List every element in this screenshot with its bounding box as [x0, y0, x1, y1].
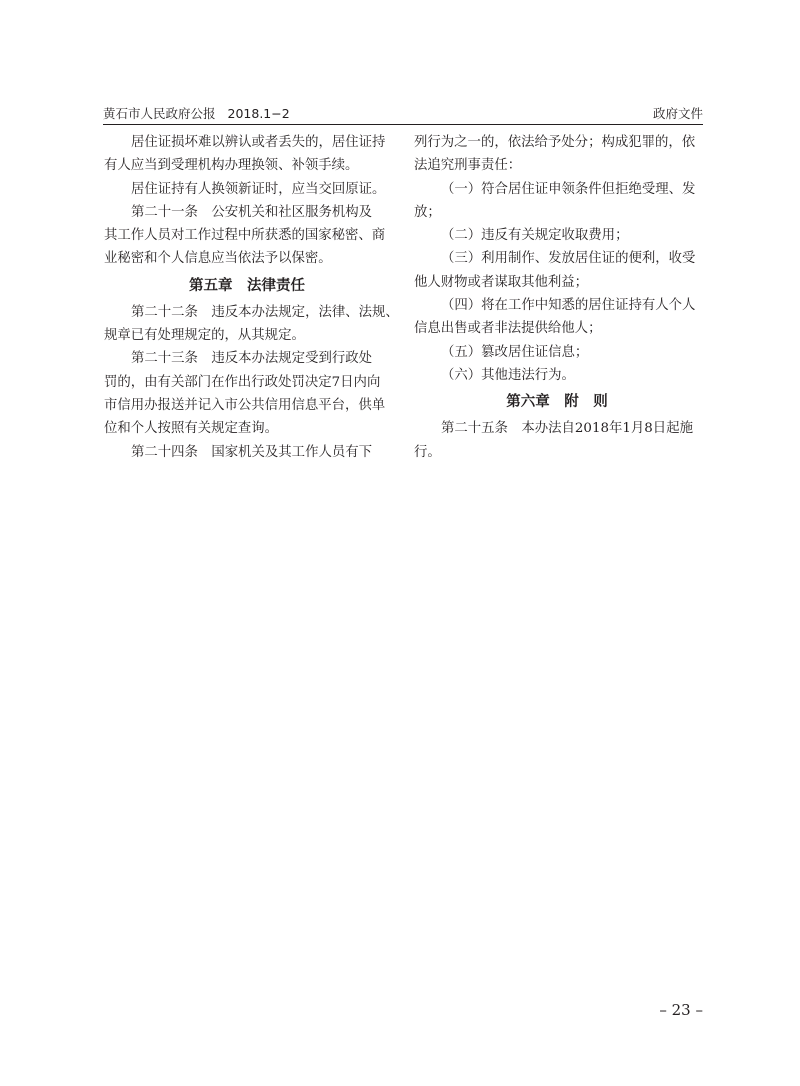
text-line: 法追究刑事责任：: [414, 158, 522, 174]
text-line: （一）符合居住证申领条件但拒绝受理、发: [441, 181, 696, 197]
text-line: 信息出售或者非法提供给他人；: [414, 321, 602, 337]
text-line: 第二十四条 国家机关及其工作人员有下: [131, 444, 373, 460]
issue-number: 2018.1−2: [227, 106, 290, 121]
text-line: 业秘密和个人信息应当依法予以保密。: [104, 251, 332, 267]
text-line: 第二十二条 违反本办法规定，法律、法规、: [131, 304, 399, 320]
right-column-text-top: [414, 131, 700, 387]
publication-name: 黄石市人民政府公报: [103, 106, 216, 121]
text-line: 有人应当到受理机构办理换领、补领手续。: [104, 158, 359, 174]
text-line: 放；: [414, 204, 441, 220]
header-publication: [103, 104, 290, 124]
text-line: 行。: [414, 444, 441, 460]
left-column-text-top: [104, 131, 390, 271]
text-line: 市信用办报送并记入市公共信用信息平台，供单: [104, 397, 386, 413]
text-line: 罚的，由有关部门在作出行政处罚决定7日内向: [104, 374, 381, 390]
page-number: – 23 –: [659, 1001, 703, 1019]
text-line: 居住证损坏难以辨认或者丢失的，居住证持: [131, 135, 386, 150]
text-line: 他人财物或者谋取其他利益；: [414, 274, 589, 290]
text-line: 第二十五条 本办法自2018年1月8日起施: [441, 421, 693, 437]
running-header: [103, 104, 703, 125]
text-line: 第二十一条 公安机关和社区服务机构及: [131, 204, 373, 220]
text-line: （三）利用制作、发放居住证的便利，收受: [441, 251, 696, 267]
text-line: （六）其他违法行为。: [441, 367, 575, 383]
right-column-text-bottom: [414, 417, 700, 464]
text-line: 第二十三条 违反本办法规定受到行政处: [131, 351, 373, 367]
text-line: （二）违反有关规定收取费用；: [441, 228, 629, 244]
text-line: 其工作人员对工作过程中所获悉的国家秘密、商: [104, 228, 386, 244]
header-section: 政府文件: [652, 106, 703, 121]
text-line: 居住证持有人换领新证时，应当交回原证。: [131, 181, 386, 197]
chapter-6-title: 第六章 附 则: [506, 394, 608, 411]
left-column: [104, 131, 399, 464]
chapter-5-title: 第五章 法律责任: [189, 277, 305, 294]
text-line: （四）将在工作中知悉的居住证持有人个人: [441, 298, 696, 314]
text-line: 位和个人按照有关规定查询。: [104, 421, 279, 437]
text-line: 规章已有处理规定的，从其规定。: [104, 328, 305, 344]
right-column: [414, 131, 700, 464]
left-column-text-bottom: [104, 301, 399, 464]
text-line: （五）篡改居住证信息；: [441, 344, 589, 360]
text-line: 列行为之一的，依法给予处分；构成犯罪的，依: [414, 135, 696, 150]
